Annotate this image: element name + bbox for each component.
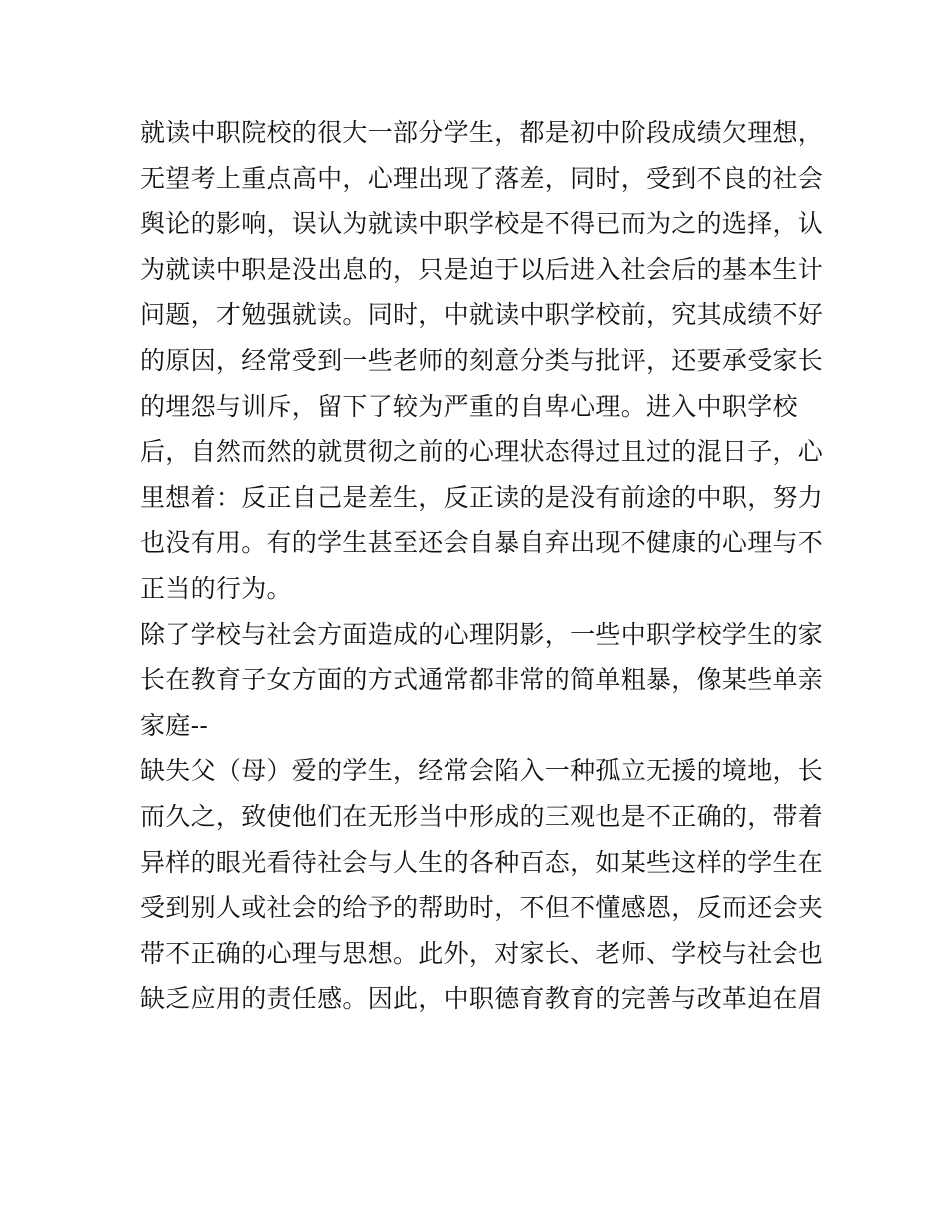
text-line: 正当的行为。 — [140, 573, 292, 603]
text-line: 而久之，致使他们在无形当中形成的三观也是不正确的，带着 — [140, 801, 824, 831]
text-line: 为就读中职是没出息的，只是迫于以后进入社会后的基本生计 — [140, 254, 824, 284]
text-line: 除了学校与社会方面造成的心理阴影，一些中职学校学生的家 — [140, 619, 824, 649]
text-line: 问题，才勉强就读。同时，中就读中职学校前，究其成绩不好 — [140, 300, 824, 330]
text-line: 受到别人或社会的给予的帮助时，不但不懂感恩，反而还会夹 — [140, 893, 824, 923]
text-line: 舆论的影响，误认为就读中职学校是不得已而为之的选择，认 — [140, 209, 824, 239]
text-line: 里想着：反正自己是差生，反正读的是没有前途的中职，努力 — [140, 482, 824, 512]
text-line: 无望考上重点高中，心理出现了落差，同时，受到不良的社会 — [140, 163, 824, 193]
text-line: 的埋怨与训斥，留下了较为严重的自卑心理。进入中职学校 — [140, 391, 798, 421]
text-line: 缺乏应用的责任感。因此，中职德育教育的完善与改革迫在眉 — [140, 984, 824, 1014]
text-line: 缺失父（母）爱的学生，经常会陷入一种孤立无援的境地，长 — [140, 756, 824, 786]
body-text — [140, 110, 824, 1022]
text-line: 带不正确的心理与思想。此外，对家长、老师、学校与社会也 — [140, 938, 824, 968]
text-line: 也没有用。有的学生甚至还会自暴自弃出现不健康的心理与不 — [140, 528, 824, 558]
text-line: 后，自然而然的就贯彻之前的心理状态得过且过的混日子，心 — [140, 437, 824, 467]
text-line: 长在教育子女方面的方式通常都非常的简单粗暴，像某些单亲 — [140, 665, 824, 695]
text-line: 的原因，经常受到一些老师的刻意分类与批评，还要承受家长 — [140, 345, 824, 375]
text-line: 就读中职院校的很大一部分学生，都是初中阶段成绩欠理想， — [140, 118, 824, 147]
text-line: 家庭-- — [140, 710, 209, 740]
text-line: 异样的眼光看待社会与人生的各种百态，如某些这样的学生在 — [140, 847, 824, 877]
